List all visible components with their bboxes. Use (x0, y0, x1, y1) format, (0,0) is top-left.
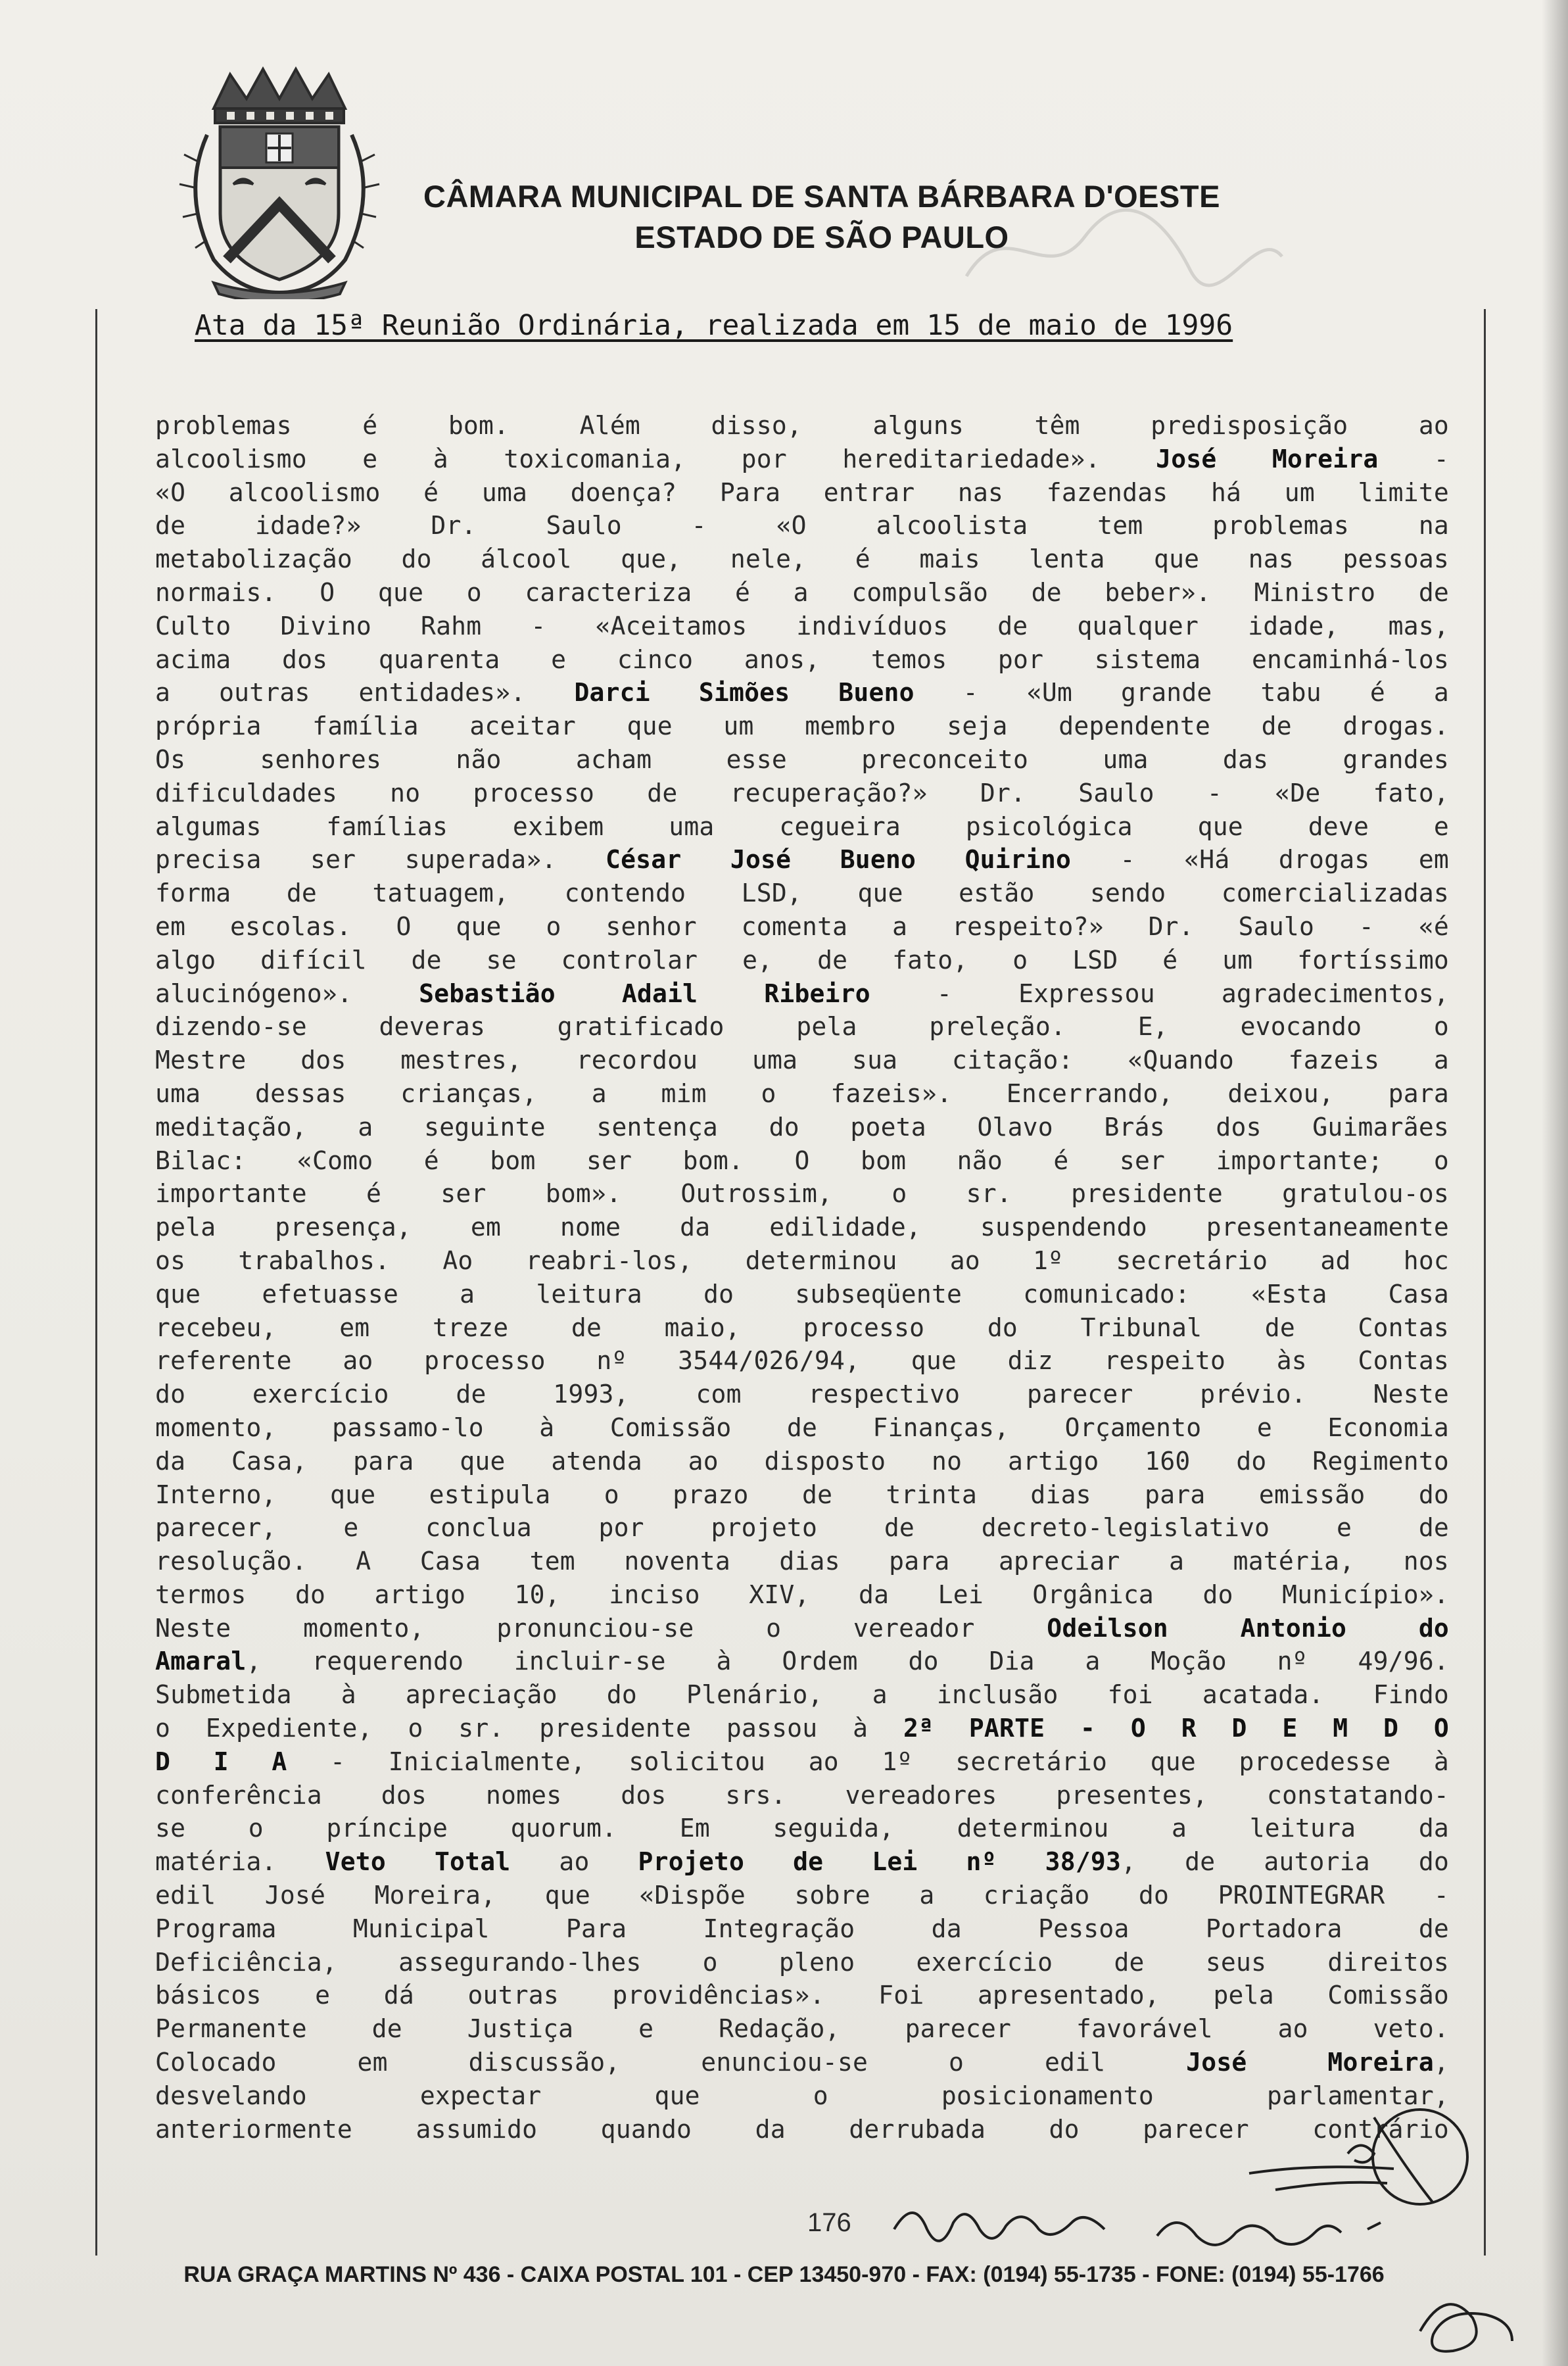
text-run: se o príncipe quorum. Em seguida, determinou a leitura da (155, 1814, 1449, 1843)
text-run: básicos e dá outras providências». Foi apresentado, pela Comissão (155, 1981, 1449, 2010)
bold-name: Veto Total (325, 1847, 511, 1877)
text-run: forma de tatuagem, contendo LSD, que estão sendo comercializadas (155, 879, 1449, 908)
minutes-heading: Ata da 15ª Reunião Ordinária, realizada em 15 de maio de 1996 (195, 309, 1233, 342)
text-line (155, 1144, 1449, 1178)
bold-name: Darci Simões Bueno (574, 678, 915, 708)
text-line (155, 2012, 1449, 2046)
text-line (155, 509, 1449, 543)
text-run: momento, passamo-lo à Comissão de Finanças, Orçamento e Economia (155, 1412, 1449, 1442)
text-run: resolução. A Casa tem noventa dias para apreciar a matéria, nos (155, 1547, 1449, 1576)
coat-of-arms-seal (168, 62, 391, 299)
text-run: - (1378, 444, 1449, 473)
text-line (155, 877, 1449, 910)
text-line (155, 1845, 1449, 1879)
text-run: Os senhores não acham esse preconceito uma das grandes (155, 744, 1449, 774)
text-line (155, 1478, 1449, 1512)
text-line (155, 2046, 1449, 2079)
text-run: dizendo-se deveras gratificado pela preleção. E, evocando o (155, 1012, 1449, 1042)
text-line (155, 843, 1449, 877)
text-run: os trabalhos. Ao reabri-los, determinou ao 1º secretário ad hoc (155, 1245, 1449, 1275)
text-line (155, 1010, 1449, 1044)
text-line (155, 1244, 1449, 1278)
text-run: - «Um grande tabu é a (914, 678, 1449, 708)
minutes-body-text (155, 409, 1449, 2146)
text-line (155, 1211, 1449, 1244)
text-line (155, 777, 1449, 810)
bold-name: Sebastião Adail Ribeiro (419, 978, 870, 1008)
text-line (155, 676, 1449, 710)
text-run: Submetida à apreciação do Plenário, a inclusão foi acatada. Findo (155, 1680, 1449, 1710)
institution-name: CÂMARA MUNICIPAL DE SANTA BÁRBARA D'OESTE (423, 179, 1220, 214)
text-run: anteriormente assumido quando da derrubada do parecer contrário (155, 2114, 1449, 2144)
text-run: termos do artigo 10, inciso XIV, da Lei Orgânica do Município». (155, 1580, 1449, 1609)
text-run: «O alcoolismo é uma doença? Para entrar nas fazendas há um limite (155, 477, 1449, 507)
text-line (155, 977, 1449, 1011)
text-line (155, 443, 1449, 476)
faint-stamp-mark (953, 197, 1295, 302)
text-run: Bilac: «Como é bom ser bom. O bom não é ser importante; o (155, 1146, 1449, 1175)
text-run: algumas famílias exibem uma cegueira psicológica que deve e (155, 811, 1449, 841)
text-run: própria família aceitar que um membro seja dependente de drogas. (155, 712, 1449, 741)
text-line (155, 1946, 1449, 1979)
text-run: da Casa, para que atenda ao disposto no artigo 160 do Regimento (155, 1446, 1449, 1476)
text-line (155, 1712, 1449, 1745)
text-line (155, 1077, 1449, 1111)
text-line (155, 1311, 1449, 1345)
text-run: , de autoria do (1121, 1847, 1450, 1877)
text-line (155, 1779, 1449, 1812)
text-run: uma dessas crianças, a mim o fazeis». Encerrando, deixou, para (155, 1078, 1449, 1108)
text-line (155, 1545, 1449, 1578)
page-edge-shadow (1542, 0, 1568, 2366)
text-run: matéria. (155, 1847, 325, 1877)
text-run: - «Há drogas em (1071, 845, 1450, 875)
text-line (155, 1645, 1449, 1678)
text-run: Mestre dos mestres, recordou uma sua citação: «Quando fazeis a (155, 1046, 1449, 1075)
text-run: importante é ser bom». Outrossim, o sr. presidente gratulou-os (155, 1179, 1449, 1209)
text-run: parecer, e conclua por projeto de decreto-legislativo e de (155, 1513, 1449, 1543)
bold-name: César José Bueno Quirino (606, 845, 1072, 875)
text-run: Deficiência, assegurando-lhes o pleno exercício de seus direitos (155, 1947, 1449, 1977)
text-run: Interno, que estipula o prazo de trinta dias para emissão do (155, 1480, 1449, 1509)
text-line (155, 409, 1449, 443)
text-run: em escolas. O que o senhor comenta a respeito?» Dr. Saulo - «é (155, 911, 1449, 941)
text-line (155, 1612, 1449, 1645)
text-run: precisa ser superada». (155, 845, 606, 875)
text-line (155, 476, 1449, 510)
text-line (155, 1812, 1449, 1845)
text-run: referente ao processo nº 3544/026/94, que diz respeito às Contas (155, 1346, 1449, 1376)
text-run: meditação, a seguinte sentença do poeta Olavo Brás dos Guimarães (155, 1112, 1449, 1142)
text-line (155, 1578, 1449, 1612)
text-line (155, 743, 1449, 777)
text-run: que efetuasse a leitura do subseqüente comunicado: «Esta Casa (155, 1279, 1449, 1309)
text-line (155, 643, 1449, 677)
text-run: de idade?» Dr. Saulo - «O alcoolista tem problemas na (155, 511, 1449, 541)
text-run: a outras entidades». (155, 678, 575, 708)
text-run: , (1433, 2048, 1449, 2077)
text-run: - Expressou agradecimentos, (870, 978, 1450, 1008)
text-run: do exercício de 1993, com respectivo parecer prévio. Neste (155, 1380, 1449, 1409)
text-line (155, 543, 1449, 576)
text-run: edil José Moreira, que «Dispõe sobre a criação do PROINTEGRAR - (155, 1881, 1449, 1910)
bold-name: Odeilson Antonio do (1047, 1613, 1450, 1643)
text-line (155, 1879, 1449, 1912)
text-line (155, 910, 1449, 944)
text-run: desvelando expectar que o posicionamento parlamentar, (155, 2081, 1449, 2110)
text-line (155, 1177, 1449, 1211)
text-run: Permanente de Justiça e Redação, parecer favorável ao veto. (155, 2014, 1449, 2044)
text-run: ao (510, 1847, 638, 1877)
text-line (155, 1111, 1449, 1144)
text-line (155, 576, 1449, 610)
text-line (155, 1445, 1449, 1478)
text-line (155, 1344, 1449, 1378)
bold-name: Amaral (155, 1647, 247, 1676)
text-run: Culto Divino Rahm - «Aceitamos indivíduos de qualquer idade, mas, (155, 611, 1449, 640)
text-line (155, 1511, 1449, 1545)
text-run: alcoolismo e à toxicomania, por hereditariedade». (155, 444, 1156, 473)
text-run: pela presença, em nome da edilidade, suspendendo presentaneamente (155, 1213, 1449, 1242)
text-run: o Expediente, o sr. presidente passou à (155, 1714, 903, 1743)
page-number: 176 (807, 2208, 851, 2237)
text-run: Programa Municipal Para Integração da Pessoa Portadora de (155, 1914, 1449, 1943)
text-line (155, 710, 1449, 743)
letterhead-footer: RUA GRAÇA MARTINS Nº 436 - CAIXA POSTAL 101 - CEP 13450-970 - FAX: (0194) 55-1735 - FONE: (0194) 55-1766 (183, 2262, 1385, 2287)
text-line (155, 810, 1449, 844)
text-run: Neste momento, pronunciou-se o vereador (155, 1613, 1047, 1643)
text-line (155, 1912, 1449, 1946)
text-run: normais. O que o caracteriza é a compulsão de beber». Ministro de (155, 577, 1449, 607)
text-run: Colocado em discussão, enunciou-se o edil (155, 2048, 1187, 2077)
text-run: algo difícil de se controlar e, de fato, o LSD é um fortíssimo (155, 945, 1449, 975)
text-line (155, 1979, 1449, 2012)
text-run: alucinógeno». (155, 978, 419, 1008)
state-name: ESTADO DE SÃO PAULO (634, 220, 1009, 254)
text-line (155, 944, 1449, 977)
text-run: , requerendo incluir-se à Ordem do Dia a Moção nº 49/96. (246, 1647, 1449, 1676)
text-run: problemas é bom. Além disso, alguns têm predisposição ao (155, 411, 1449, 440)
text-run: conferência dos nomes dos srs. vereadores presentes, constatando- (155, 1780, 1449, 1810)
text-line (155, 1278, 1449, 1311)
text-line (155, 1745, 1449, 1779)
bold-name: José Moreira (1186, 2048, 1434, 2077)
text-run: acima dos quarenta e cinco anos, temos por sistema encaminhá-los (155, 644, 1449, 674)
right-margin-rule (1484, 309, 1486, 2256)
text-line (155, 610, 1449, 643)
handwritten-signature-bottom (881, 2183, 1473, 2262)
bold-name: 2ª PARTE - O R D E M D O (903, 1714, 1449, 1743)
text-run: recebeu, em treze de maio, processo do Tribunal de Contas (155, 1313, 1449, 1342)
bold-name: Projeto de Lei nº 38/93 (638, 1847, 1122, 1877)
text-line (155, 1678, 1449, 1712)
text-run: dificuldades no processo de recuperação?» Dr. Saulo - «De fato, (155, 778, 1449, 808)
text-line (155, 1411, 1449, 1445)
text-line (155, 1378, 1449, 1411)
left-margin-rule (95, 309, 97, 2256)
text-run: - Inicialmente, solicitou ao 1º secretário que procedesse à (287, 1747, 1449, 1776)
text-run: metabolização do álcool que, nele, é mais lenta que nas pessoas (155, 544, 1449, 574)
bold-name: José Moreira (1156, 444, 1379, 473)
text-line (155, 1044, 1449, 1077)
bold-name: D I A (155, 1747, 287, 1776)
